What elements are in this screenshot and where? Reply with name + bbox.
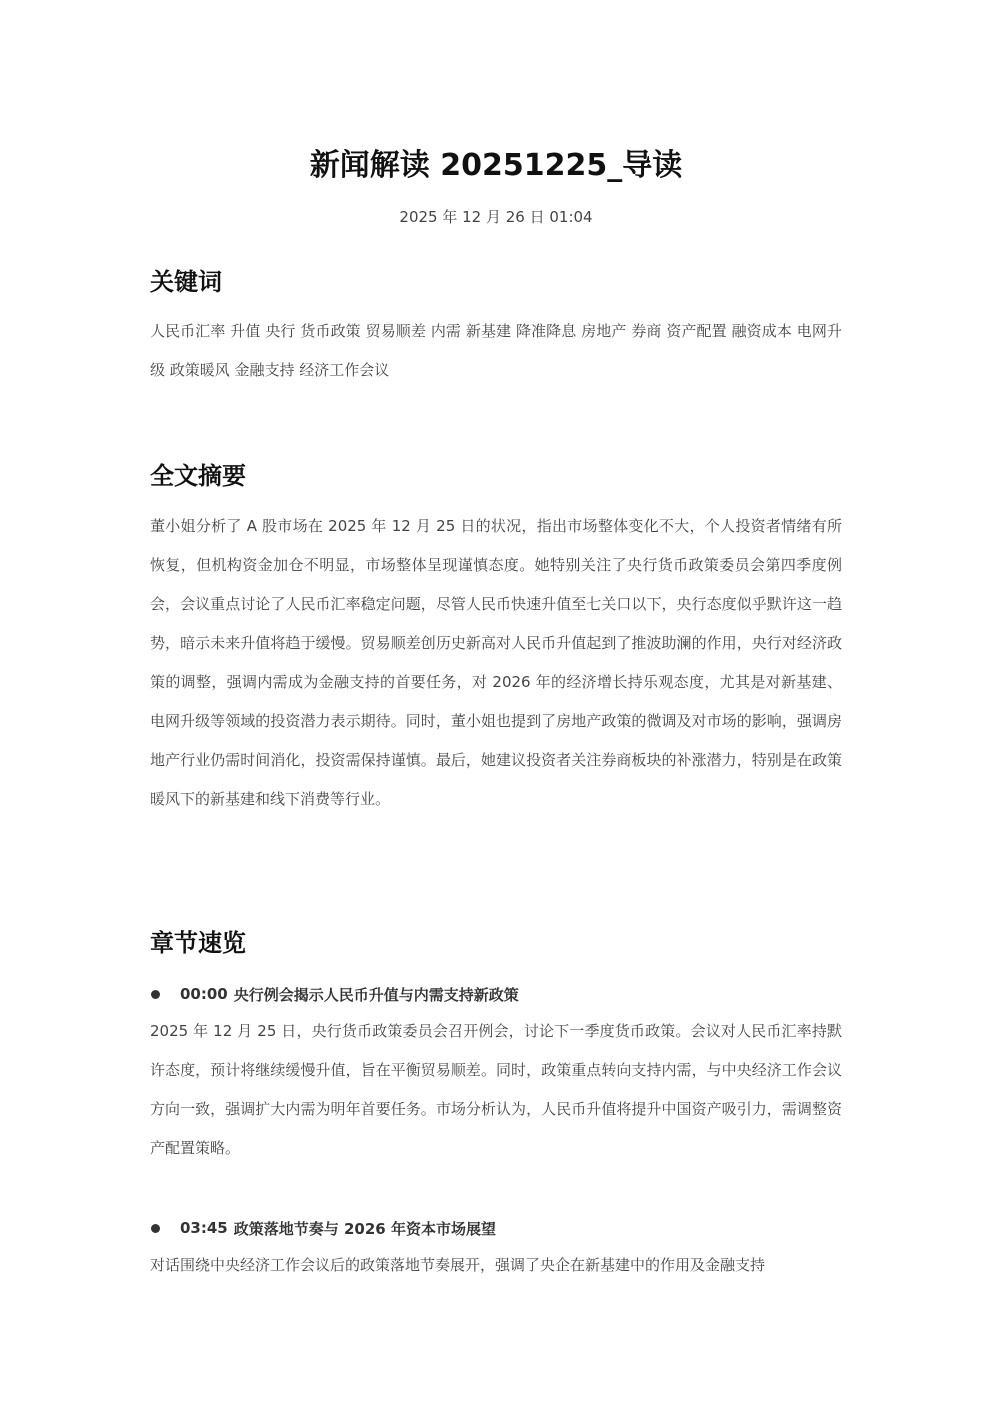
chapters-heading: 章节速览 xyxy=(150,929,246,957)
chapter-item-header xyxy=(150,1213,842,1243)
bullet-icon xyxy=(151,1224,160,1233)
keywords-text: 人民币汇率 升值 央行 货币政策 贸易顺差 内需 新基建 降准降息 房地产 券商 资产配置 融资成本 电网升级 政策暖风 金融支持 经济工作会议 xyxy=(150,322,842,379)
chapter-timestamp: 03:45 xyxy=(180,1219,228,1237)
chapter-title: 政策落地节奏与 2026 年资本市场展望 xyxy=(233,1219,496,1238)
chapter-timestamp: 00:00 xyxy=(180,985,228,1003)
page-title: 新闻解读 20251225_导读 xyxy=(309,148,683,183)
chapter-item-header xyxy=(150,979,842,1009)
document-date: 2025 年 12 月 26 日 01:04 xyxy=(399,208,593,226)
summary-heading: 全文摘要 xyxy=(150,462,246,490)
chapter-text: 对话围绕中央经济工作会议后的政策落地节奏展开，强调了央企在新基建中的作用及金融支持 xyxy=(150,1256,766,1274)
bullet-icon xyxy=(151,990,160,999)
chapter-title: 央行例会揭示人民币升值与内需支持新政策 xyxy=(233,985,519,1004)
chapter-text: 2025 年 12 月 25 日，央行货币政策委员会召开例会，讨论下一季度货币政策。会议对人民币汇率持默许态度，预计将继续缓慢升值，旨在平衡贸易顺差。同时，政策重点转向支持内需，与中央经济工作会议方向一致，强调扩大内需为明年首要任务。市场分析认为，人民币升值将提升中国资产吸引力，需调整资产配置策略。 xyxy=(150,1022,842,1157)
keywords-heading: 关键词 xyxy=(150,268,222,296)
summary-text: 董小姐分析了 A 股市场在 2025 年 12 月 25 日的状况，指出市场整体变化不大，个人投资者情绪有所恢复，但机构资金加仓不明显，市场整体呈现谨慎态度。她特别关注了央行货币政策委员会第四季度例会，会议重点讨论了人民币汇率稳定问题，尽管人民币快速升值至七关口以下，央行态度似乎默许这一趋势，暗示未来升值将趋于缓慢。贸易顺差创历史新高对人民币升值起到了推波助澜的作用，央行对经济政策的调整，强调内需成为金融支持的首要任务，对 2026 年的经济增长持乐观态度，尤其是对新基建、电网升级等领域的投资潜力表示期待。同时，董小姐也提到了房地产政策的微调及对市场的影响，强调房地产行业仍需时间消化，投资需保持谨慎。最后，她建议投资者关注券商板块的补涨潜力，特别是在政策暖风下的新基建和线下消费等行业。 xyxy=(150,517,842,808)
